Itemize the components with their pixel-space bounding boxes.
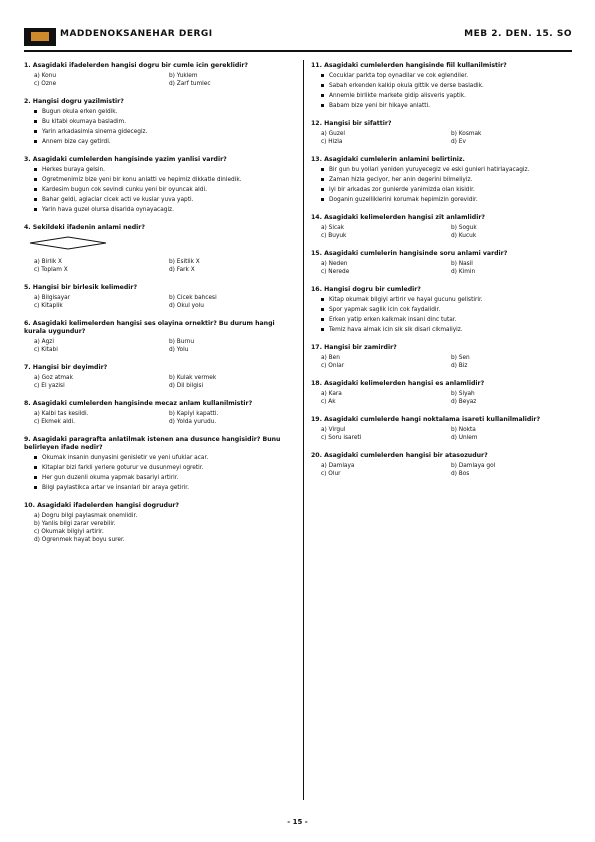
statement-item: Her gun duzenli okuma yapmak basariyi artirir. [34,474,296,482]
question-stem: 2. Hangisi dogru yazilmistir? [24,98,124,105]
statement-item: Doganin guzelliklerini korumak hepimizin gorevidir. [321,196,573,204]
answer-option: b) Kulak vermek [169,375,217,381]
answer-option: d) Kucuk [451,233,477,239]
statement-list [34,108,296,146]
statement-item: Annem bize cay getirdi. [34,138,296,146]
question-stem: 13. Asagidaki cumlelerin anlamini belirtiniz. [311,156,465,163]
question [24,156,296,214]
left-column [24,62,296,554]
statement-item: Kitap okumak bilgiyi artirir ve hayal gucunu gelistirir. [321,296,573,304]
answer-option: a) Kalbi tas kesildi. [34,411,89,417]
statement-list [34,454,296,492]
answer-option: c) Soru isareti [321,435,362,441]
question-stem: 9. Asagidaki paragrafta anlatilmak istenen ana dusunce hangisidir? Bunu belirleyen ifade nedir? [24,436,281,451]
answer-options [34,72,296,88]
statement-item: Bahar geldi, aglaclar cicek acti ve kuslar yuva yapti. [34,196,296,204]
answer-option: c) Olur [321,471,341,477]
question-stem: 10. Asagidaki ifadelerden hangisi dogrudur? [24,502,180,509]
question [311,250,573,276]
answer-option: a) Konu [34,73,57,79]
question [311,380,573,406]
question [311,344,573,370]
answer-option: d) Biz [451,363,468,369]
answer-option: a) Kara [321,391,342,397]
answer-option: d) Zarf tumlec [169,81,211,87]
statement-item: Yarin arkadasimla sinema gidecegiz. [34,128,296,136]
question-stem: 20. Asagidaki cumlelerden hangisi bir atasozudur? [311,452,488,459]
question-stem: 8. Asagidaki cumlelerden hangisinde mecaz anlam kullanilmistir? [24,400,253,407]
answer-options [321,426,573,442]
statement-item: Annemle birlikte markete gidip alisveris yaptik. [321,92,573,100]
page-header [24,28,572,46]
answer-option: b) Burnu [169,339,195,345]
answer-options [34,410,296,426]
answer-option: c) Kitabi [34,347,58,353]
statement-item: a) Dogru bilgi paylasmak onemlidir. [34,513,138,519]
page-number: - 15 - [287,818,308,826]
answer-option: b) Damlaya gol [451,463,496,469]
question-stem: 12. Hangisi bir sifattir? [311,120,392,127]
answer-option: a) Virgul [321,427,346,433]
question [311,286,573,334]
statement-list [321,72,573,110]
answer-option: b) Cicek bahcesi [169,295,217,301]
question [24,224,296,274]
answer-option: a) Ben [321,355,340,361]
answer-options [34,294,296,310]
question-stem: 5. Hangisi bir birlesik kelimedir? [24,284,138,291]
question [311,416,573,442]
statement-item: Sabah erkenden kalkip okula gittik ve derse basladik. [321,82,573,90]
statement-item: Kardesim bugun cok sevindi cunku yeni bir oyuncak aldi. [34,186,296,194]
answer-options [34,258,296,274]
question [24,364,296,390]
question [24,320,296,354]
answer-option: c) Onlar [321,363,345,369]
question [311,120,573,146]
answer-option: c) Nerede [321,269,350,275]
statement-item: Spor yapmak saglik icin cok faydalidir. [321,306,573,314]
answer-option: d) Yolu [169,347,189,353]
answer-option: d) Yolda yurudu. [169,419,217,425]
statement-item: b) Yanlis bilgi zarar verebilir. [34,521,116,527]
question [24,62,296,88]
question-stem: 7. Hangisi bir deyimdir? [24,364,108,371]
statement-item: d) Ogrenmek hayat boyu surer. [34,537,125,543]
statement-list [321,296,573,334]
statement-item: Bilgi paylastikca artar ve insanlari bir araya getirir. [34,484,296,492]
question-stem: 17. Hangisi bir zamirdir? [311,344,397,351]
answer-option: d) Unlem [451,435,478,441]
question [24,502,296,544]
answer-option: c) Ak [321,399,336,405]
answer-option: d) Ev [451,139,466,145]
answer-option: d) Fark X [169,267,195,273]
answer-options [34,374,296,390]
answer-options [321,354,573,370]
question [24,436,296,492]
header-divider [24,50,572,52]
answer-option: a) Bilgisayar [34,295,71,301]
answer-options [321,462,573,478]
column-divider [303,60,304,800]
header-right-label: MEB 2. DEN. 15. SO [464,29,572,39]
answer-option: a) Neden [321,261,348,267]
answer-options [321,390,573,406]
answer-option: b) Kosmak [451,131,482,137]
statement-item: Herkes buraya gelsin. [34,166,296,174]
answer-option: d) Kimin [451,269,476,275]
statement-item: Ogretmenimiz bize yeni bir konu anlatti ve hepimiz dikkatle dinledik. [34,176,296,184]
answer-option: a) Goz atmak [34,375,73,381]
statement-item: Erken yatip erken kalkmak insani dinc tutar. [321,316,573,324]
answer-option: c) El yazisi [34,383,65,389]
question-stem: 18. Asagidaki kelimelerden hangisi es anlamlidir? [311,380,485,387]
statement-item: Babam bize yeni bir hikaye anlatti. [321,102,573,110]
answer-option: b) Kapiyi kapatti. [169,411,219,417]
answer-option: c) Hizla [321,139,343,145]
statement-list [321,166,573,204]
statement-item: Yarin hava guzel olursa disarida oynayacagiz. [34,206,296,214]
logo [24,28,56,46]
answer-option: d) Okul yolu [169,303,204,309]
answer-option: a) Guzel [321,131,346,137]
answer-option: a) Damlaya [321,463,355,469]
statement-item: Cocuklar parkta top oynadilar ve cok eglendiler. [321,72,573,80]
statement-list [34,512,296,544]
header-title: MADDENOKSANEHAR DERGI [60,29,213,39]
statement-item: Temiz hava almak icin sik sik disari cikmaliyiz. [321,326,573,334]
question [24,284,296,310]
question-stem: 3. Asagidaki cumlelerden hangisinde yazim yanlisi vardir? [24,156,227,163]
answer-options [321,130,573,146]
figure-shape [30,237,106,249]
statement-item: Zaman hizla geciyor, her anin degerini bilmeliyiz. [321,176,573,184]
answer-option: c) Ekmek aldi. [34,419,76,425]
question-figure [28,236,108,250]
question-stem: 4. Sekildeki ifadenin anlami nedir? [24,224,145,231]
question-stem: 16. Hangisi dogru bir cumledir? [311,286,421,293]
statement-item: Iyi bir arkadas zor gunlerde yanimizda olan kisidir. [321,186,573,194]
question [24,98,296,146]
answer-option: b) Sen [451,355,470,361]
statement-item: Bir gun bu yollari yeniden yuruyecegiz ve eski gunleri hatirlayacagiz. [321,166,573,174]
question-stem: 15. Asagidaki cumlelerin hangisinde soru anlami vardir? [311,250,508,257]
answer-option: d) Beyaz [451,399,477,405]
statement-item: c) Okumak bilgiyi artirir. [34,529,104,535]
question-stem: 14. Asagidaki kelimelerden hangisi zit anlamlidir? [311,214,485,221]
question-stem: 6. Asagidaki kelimelerden hangisi ses olayina ornektir? Bu durum hangi kurala uygundur? [24,320,275,335]
answer-option: c) Kitaplik [34,303,63,309]
statement-item: Okumak insanin dunyasini genisletir ve yeni ufuklar acar. [34,454,296,462]
answer-option: b) Soguk [451,225,477,231]
statement-item: Bugun okula erken geldik. [34,108,296,116]
question-stem: 19. Asagidaki cumlelerde hangi noktalama isareti kullanilmalidir? [311,416,541,423]
answer-option: b) Esitlik X [169,259,200,265]
question [311,62,573,110]
question [311,156,573,204]
answer-options [321,260,573,276]
answer-option: d) Dil bilgisi [169,383,204,389]
answer-options [321,224,573,240]
answer-option: b) Nokta [451,427,476,433]
question [24,400,296,426]
question [311,452,573,478]
answer-option: a) Birlik X [34,259,63,265]
answer-options [34,338,296,354]
statement-list [34,166,296,214]
answer-option: c) Ozne [34,81,57,87]
answer-option: c) Toplam X [34,267,68,273]
answer-option: b) Siyah [451,391,475,397]
question-stem: 1. Asagidaki ifadelerden hangisi dogru bir cumle icin gereklidir? [24,62,249,69]
answer-option: a) Agzi [34,339,54,345]
logo-mark [31,32,49,41]
answer-option: c) Buyuk [321,233,347,239]
answer-option: b) Yuklem [169,73,198,79]
answer-option: b) Nasil [451,261,473,267]
statement-item: Kitaplar bizi farkli yerlere goturur ve dusunmeyi ogretir. [34,464,296,472]
right-column [311,62,573,488]
statement-item: Bu kitabi okumaya basladim. [34,118,296,126]
question [311,214,573,240]
question-stem: 11. Asagidaki cumlelerden hangisinde fiil kullanilmistir? [311,62,507,69]
answer-option: a) Sicak [321,225,345,231]
answer-option: d) Bos [451,471,470,477]
